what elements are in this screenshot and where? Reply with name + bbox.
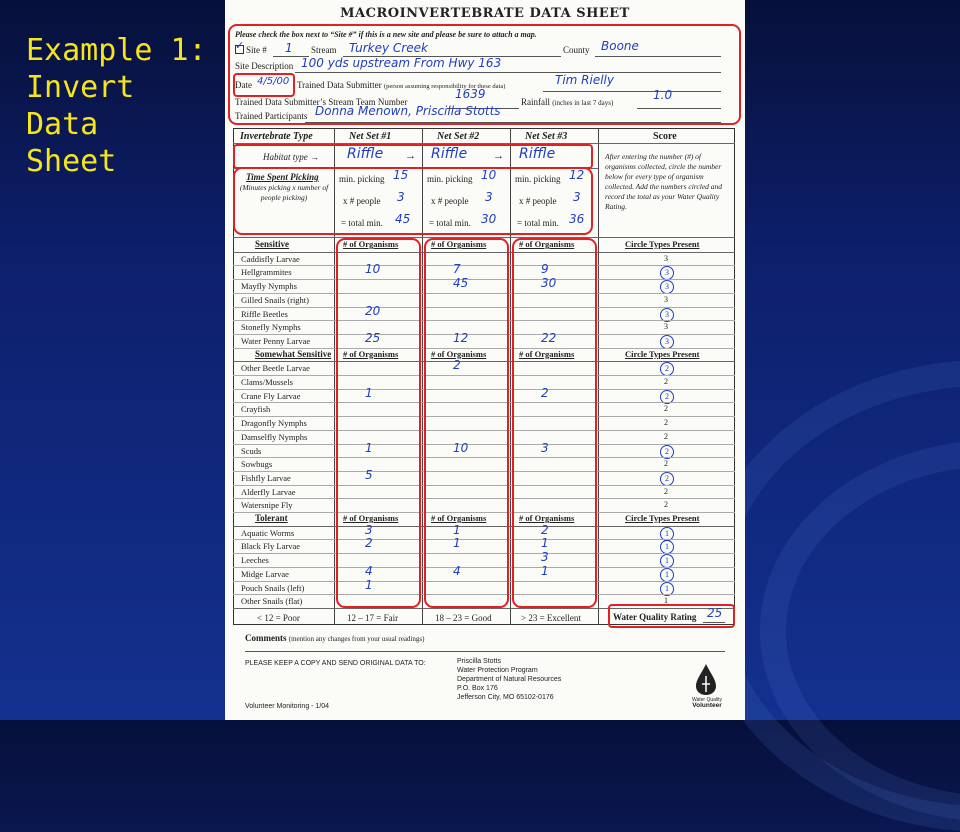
site-description-label: Site Description [235,61,294,71]
submitter-value[interactable]: Tim Rielly [555,73,614,87]
organism-count[interactable]: 10 [453,440,469,455]
slide-title-line: Invert [26,70,135,105]
organism-count[interactable]: 1 [365,385,373,400]
arrow-right-icon: → [405,150,416,162]
species-label: Midge Larvae [241,568,289,579]
organism-count[interactable]: 7 [453,262,461,277]
species-label: Other Snails (flat) [241,596,303,607]
time-spent-note: (Minutes picking x number of people picking) [239,183,329,202]
organism-count[interactable]: 2 [453,358,461,373]
score-circle[interactable]: 2 [660,445,674,459]
score-circle[interactable]: 1 [660,540,674,554]
circle-types-header: Circle Types Present [625,513,700,523]
count-header: # of Organisms [431,513,487,523]
col-header-set1: Net Set #1 [349,131,392,142]
submitter-label-text: Trained Data Submitter [297,80,382,90]
col-divider [598,128,599,625]
organism-count[interactable]: 3 [541,440,549,455]
slide-title-line: Sheet [26,144,117,179]
organism-count[interactable]: 2 [541,522,549,537]
sheet-instruction: Please check the box next to “Site #” if this is a new site and please be sure to attach a map. [235,30,537,39]
total-set1[interactable]: 45 [395,212,411,226]
logo-caption [687,697,727,709]
organism-count[interactable]: 1 [541,536,549,551]
score-circle[interactable]: 1 [664,596,668,606]
species-label: Leeches [241,555,269,566]
organism-count[interactable]: 1 [453,536,461,551]
count-header: # of Organisms [431,348,487,359]
highlight-set3-column [512,238,597,608]
organism-count[interactable]: 45 [453,276,469,291]
score-circle[interactable]: 3 [660,266,674,280]
species-label: Riffle Beetles [241,308,288,319]
score-circle[interactable]: 1 [660,527,674,541]
minutes-set3[interactable]: 12 [569,168,585,182]
organism-count[interactable]: 9 [541,262,549,277]
score-circle[interactable]: 2 [664,377,668,386]
slide-title-line: Data [26,107,99,142]
col-header-invertebrate: Invertebrate Type [240,131,313,142]
total-min-label: = total min. [341,218,383,228]
score-circle[interactable]: 3 [660,308,674,322]
species-label: Damselfly Nymphs [241,431,308,442]
score-circle[interactable]: 1 [660,554,674,568]
organism-count[interactable]: 3 [365,522,373,537]
address-line: Priscilla Stotts [457,658,501,665]
score-instructions: After entering the number (#) of organisms collected, circle the number below for every type of organism collected. Add the numbers circled and record the total as your Water Quality Rating. [605,152,723,211]
organism-count[interactable]: 22 [541,330,557,345]
section-header: Tolerant [255,513,288,523]
section-header: Sensitive [255,239,290,249]
species-label: Sowbugs [241,459,273,470]
col-header-set3: Net Set #3 [525,131,568,142]
organism-count[interactable]: 3 [541,550,549,565]
habitat-set3[interactable]: Riffle [519,146,556,162]
rainfall-note: (inches in last 7 days) [552,99,614,107]
address-line: Department of Natural Resources [457,676,562,683]
submitter-note: (person assuming responsibility for these data) [383,83,506,90]
site-value[interactable]: 1 [285,41,293,55]
participants-value[interactable]: Donna Menown, Priscilla Stotts [315,104,501,118]
score-circle[interactable]: 2 [660,472,674,486]
organism-count[interactable]: 1 [453,522,461,537]
score-circle[interactable]: 3 [664,294,668,304]
team-label: Trained Data Submitter’s Stream Team Number [235,97,408,107]
score-circle[interactable]: 2 [660,390,674,404]
species-label: Scuds [241,445,262,456]
species-label: Stonefly Nymphs [241,322,301,333]
species-label: Alderfly Larvae [241,486,296,497]
species-label: Mayfly Nymphs [241,281,297,292]
score-circle[interactable]: 1 [660,582,674,596]
sheet-title: MACROINVERTEBRATE DATA SHEET [340,6,630,21]
people-label: x # people [431,196,469,206]
species-label: Hellgrammites [241,267,292,278]
site-label: Site # [246,45,267,55]
min-picking-label: min. picking [427,174,473,184]
count-header: # of Organisms [343,239,399,249]
minutes-set2[interactable]: 10 [481,168,497,182]
county-label: County [563,45,590,55]
highlight-date-box [233,73,295,97]
rating-excellent: > 23 = Excellent [521,613,581,623]
score-circle[interactable]: 2 [664,486,668,496]
habitat-set2[interactable]: Riffle [431,146,468,162]
total-set3[interactable]: 36 [569,212,585,226]
score-circle[interactable]: 2 [664,459,668,469]
county-value[interactable]: Boone [601,39,639,53]
species-label: Gilled Snails (right) [241,294,309,305]
water-quality-rating-value[interactable]: 25 [707,606,723,620]
organism-count[interactable]: 1 [541,563,549,578]
score-circle[interactable]: 3 [660,335,674,349]
organism-count[interactable]: 20 [365,303,381,318]
people-label: x # people [343,196,381,206]
min-picking-label: min. picking [515,174,561,184]
highlight-rating-box [608,604,735,628]
comments-label [245,633,424,643]
participants-label: Trained Participants [235,111,308,121]
habitat-set1[interactable]: Riffle [347,146,384,162]
highlight-set2-column [424,238,509,608]
team-value[interactable]: 1639 [455,87,486,101]
species-label: Crane Fly Larvae [241,390,301,401]
data-sheet [225,0,745,720]
highlight-time-row [233,167,593,235]
score-circle[interactable]: 2 [664,418,668,428]
organism-count[interactable]: 2 [365,536,373,551]
organism-count[interactable]: 1 [365,577,373,592]
comments-label-text: Comments [245,633,287,643]
slide-title [26,32,207,180]
organism-count[interactable]: 5 [365,467,373,482]
circle-types-header: Circle Types Present [625,348,700,359]
highlight-header-box [228,24,741,125]
species-label: Clams/Mussels [241,377,293,387]
col-header-score: Score [653,131,677,142]
count-header: # of Organisms [431,239,487,249]
species-label: Caddisfly Larvae [241,253,300,264]
minutes-set1[interactable]: 15 [393,168,409,182]
species-label: Pouch Snails (left) [241,582,305,593]
people-set2[interactable]: 3 [485,190,493,204]
col-header-set2: Net Set #2 [437,131,480,142]
score-circle[interactable]: 2 [664,431,668,441]
date-label: Date [235,80,252,90]
section-header: Somewhat Sensitive [255,348,332,359]
highlight-set1-column [336,238,421,608]
score-circle[interactable]: 2 [660,362,674,376]
comments-line [245,651,725,652]
rating-fair: 12 – 17 = Fair [347,613,399,623]
total-min-label: = total min. [429,218,471,228]
count-header: # of Organisms [343,513,399,523]
stream-label: Stream [311,45,337,55]
total-min-label: = total min. [517,218,559,228]
species-label: Water Penny Larvae [241,335,311,346]
count-header: # of Organisms [519,513,575,523]
footer-version: Volunteer Monitoring - 1/04 [245,703,330,710]
score-circle[interactable]: 3 [660,280,674,294]
send-instructions: PLEASE KEEP A COPY AND SEND ORIGINAL DATA TO: [245,660,426,667]
organism-count[interactable]: 30 [541,276,557,291]
organism-count[interactable]: 2 [541,385,549,400]
organism-count[interactable]: 4 [453,563,461,578]
people-set1[interactable]: 3 [397,190,405,204]
score-circle[interactable]: 2 [664,404,668,414]
organism-count[interactable]: 10 [365,262,381,277]
organism-count[interactable]: 12 [453,330,469,345]
date-value[interactable]: 4/5/00 [257,76,290,87]
people-set3[interactable]: 3 [573,190,581,204]
total-set2[interactable]: 30 [481,212,497,226]
time-spent-label: Time Spent Picking [246,172,319,182]
min-picking-label: min. picking [339,174,385,184]
organism-count[interactable]: 25 [365,330,381,345]
species-label: Other Beetle Larvae [241,363,310,374]
address-line: Water Protection Program [457,667,538,674]
count-header: # of Organisms [343,348,399,359]
checkmark-icon: ✓ [235,39,245,52]
stream-value[interactable]: Turkey Creek [349,41,428,55]
arrow-right-icon: → [310,152,319,162]
slide-title-line: Example 1: [26,33,207,68]
score-circle[interactable]: 3 [664,322,668,332]
site-description-value[interactable]: 100 yds upstream From Hwy 163 [301,56,502,70]
species-label: Dragonfly Nymphs [241,418,307,429]
water-quality-rating-label: Water Quality Rating [613,612,697,622]
address-line: P.O. Box 176 [457,685,498,692]
species-label: Crayfish [241,404,271,415]
organism-count[interactable]: 1 [365,440,373,455]
organism-count[interactable]: 4 [365,563,373,578]
highlight-habitat-row [233,144,593,169]
count-header: # of Organisms [519,348,575,359]
species-label: Fishfly Larvae [241,472,291,483]
habitat-label-text: Habitat type [263,152,308,162]
rainfall-label-text: Rainfall [521,97,550,107]
mailing-address [457,657,561,702]
logo-caption-line: Water Quality [691,697,723,703]
rating-good: 18 – 23 = Good [435,613,492,623]
rainfall-value[interactable]: 1.0 [653,88,673,102]
comments-note: (mention any changes from your usual readings) [288,635,425,643]
score-circle[interactable]: 1 [660,568,674,582]
arrow-right-icon: → [493,150,504,162]
people-label: x # people [519,196,557,206]
logo-caption-line: Volunteer [692,702,722,709]
circle-types-header: Circle Types Present [625,239,700,249]
species-label: Aquatic Worms [241,527,295,538]
address-line: Jefferson City, MO 65102-0176 [457,694,554,701]
rating-poor: < 12 = Poor [257,613,300,623]
score-circle[interactable]: 2 [664,500,668,510]
species-label: Black Fly Larvae [241,541,301,552]
count-header: # of Organisms [519,239,575,249]
species-label: Watersnipe Fly [241,500,293,511]
score-circle[interactable]: 3 [664,253,668,263]
